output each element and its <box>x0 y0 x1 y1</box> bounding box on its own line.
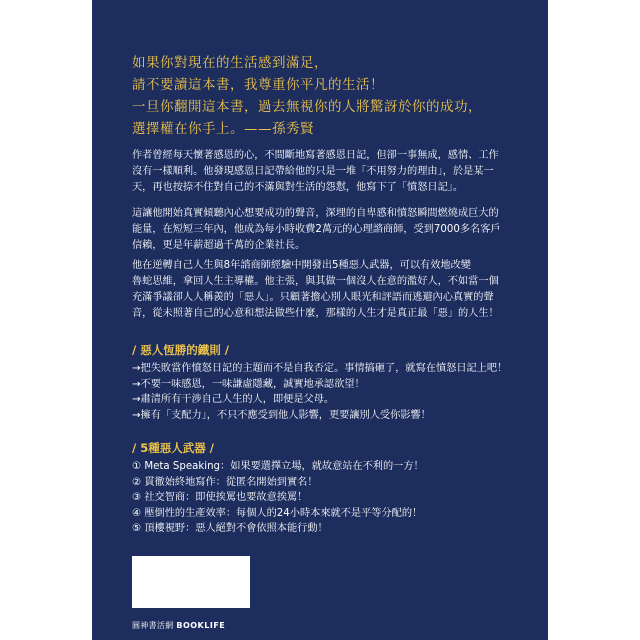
quote-line: 如果你對現在的生活感到滿足， <box>132 55 328 71</box>
book-back-cover <box>92 0 548 640</box>
pull-quote <box>132 52 532 140</box>
list-item: ① Meta Speaking：如果要選擇立場，就故意站在不利的一方！ <box>132 461 424 472</box>
paragraph-line: 能量，在短短三年內，他成為每小時收費2萬元的心理諮商師，受到7000多名客戶 <box>132 224 501 235</box>
list-item: ④ 壓倒性的生產效率：每個人的24小時本來就不是平等分配的！ <box>132 507 423 519</box>
list-item: ③ 社交智商：即使挨罵也要故意挨罵！ <box>132 492 308 504</box>
publisher-mark <box>132 620 225 631</box>
paragraph-line: 沒有一樣順利。他發現感恩日記帶給他的只是一堆「不用努力的理由」，於是某一 <box>132 166 494 177</box>
paragraph-line: 音，從未照著自己的心意和想法做些什麼，那樣的人生才是真正最「惡」的人生！ <box>132 308 499 319</box>
barcode-placeholder <box>132 556 250 608</box>
list-item: →擁有「支配力」，不只不應受到他人影響，更要讓別人受你影響！ <box>132 409 431 421</box>
list-item: ⑤ 頂樓視野：惡人絕對不會依照本能行動！ <box>132 523 328 535</box>
publisher-brand: BOOKLIFE <box>176 621 226 630</box>
list-item: ② 貫徹始終地寫作：從匿名開始到實名！ <box>132 476 318 488</box>
paragraph-line: 天，再也按捺不住對自己的不滿與對生活的怨懟，他寫下了「憤怒日記」。 <box>132 182 464 193</box>
weapons-list <box>132 459 424 537</box>
paragraph-line: 信賴，更是年薪超過千萬的企業社長。 <box>132 240 306 251</box>
paragraph-line: 充滿爭議卻人人稱羨的「惡人」。只顧著擔心別人眼光和評語而逃避內心真實的聲 <box>132 292 494 303</box>
rules-section-title: / 惡人恆勝的鐵則 / <box>132 343 229 357</box>
weapons-section-title: / 5種惡人武器 / <box>132 441 214 455</box>
paragraph-line: 魯蛇思維，拿回人生主導權。他主張，與其做一個沒人在意的濫好人，不如當一個 <box>132 276 499 287</box>
list-item: →肅清所有干涉自己人生的人，即便是父母。 <box>132 394 335 406</box>
paragraph-line: 作者曾經每天懷著感恩的心，不間斷地寫著感恩日記，但卻一事無成，感情、工作 <box>132 150 499 161</box>
list-item: →把失敗當作憤怒日記的主題而不是自我否定。事情搞砸了，就寫在憤怒日記上吧！ <box>132 363 508 374</box>
quote-line: 一旦你翻開這本書，過去無視你的人將驚訝於你的成功， <box>132 99 482 115</box>
list-item: →不要一味感恩，一味謙虛隱藏，誠實地承認欲望！ <box>132 378 365 390</box>
intro-paragraph-3 <box>132 258 512 322</box>
intro-paragraph-1 <box>132 148 512 196</box>
rules-list <box>132 361 507 423</box>
paragraph-line: 這讓他開始真實傾聽內心想要成功的聲音，深埋的自卑感和憤怒瞬間燃燒成巨大的 <box>132 208 499 219</box>
quote-line: 選擇權在你手上。——孫秀賢 <box>132 121 314 137</box>
quote-line: 請不要讀這本書，我尊重你平凡的生活！ <box>132 77 384 93</box>
publisher-name: 圓神書活網 <box>132 621 174 630</box>
paragraph-line: 他在逆轉自己人生與8年諮商師經驗中開發出5種惡人武器，可以有效地改變 <box>132 260 471 271</box>
intro-paragraph-2 <box>132 206 512 254</box>
